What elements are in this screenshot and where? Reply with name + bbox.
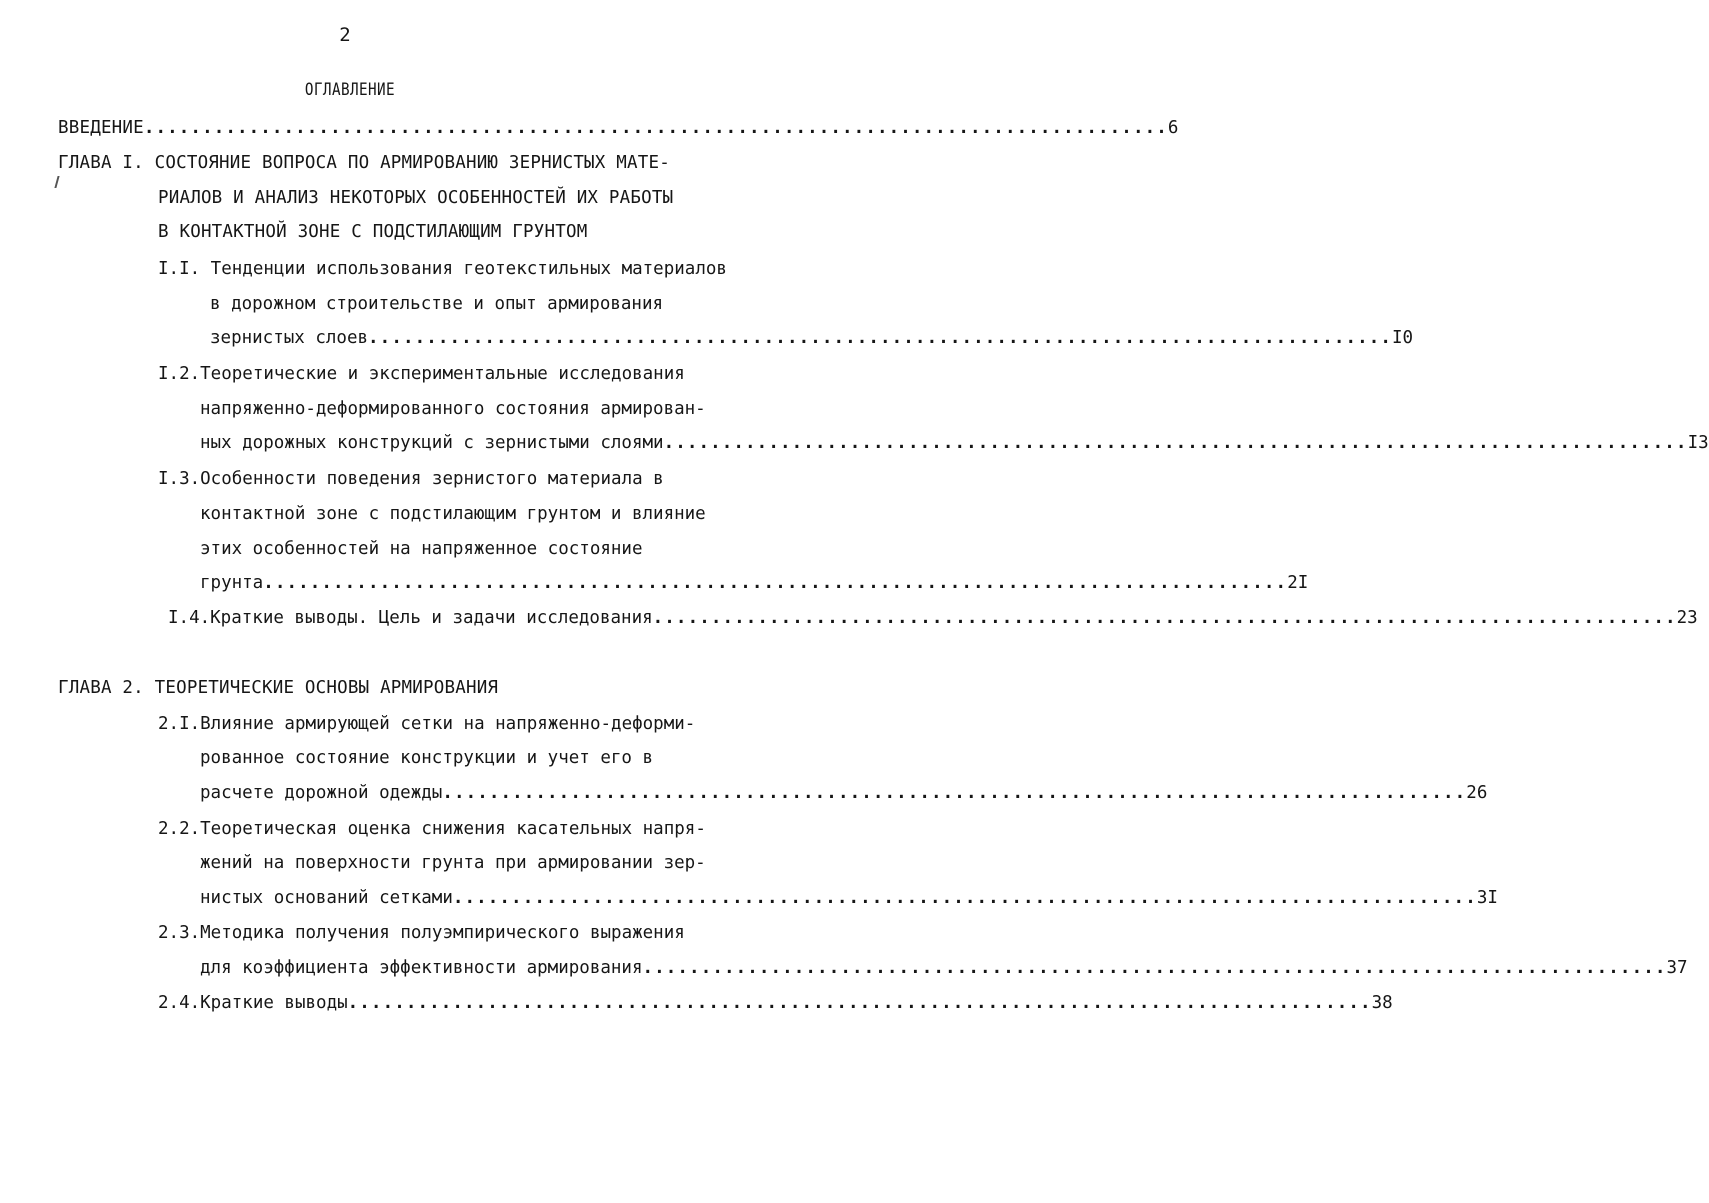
dot-leader: ........................................................................................ xyxy=(347,993,1372,1013)
toc-heading: ОГЛАВЛЕНИЕ xyxy=(304,80,396,100)
dot-leader: ........................................................................................ xyxy=(642,958,1667,978)
toc-section-1-2-line-1[interactable]: I.2.Теоретические и экспериментальные исследования xyxy=(158,364,685,384)
toc-entry-page: I3 xyxy=(1687,433,1709,453)
toc-section-2-2-line-2: жений на поверхности грунта при армировании зер- xyxy=(200,853,706,873)
toc-entry-page: 3I xyxy=(1476,888,1498,908)
toc-entry-text: ных дорожных конструкций с зернистыми слоями xyxy=(200,433,664,453)
dot-leader: ........................................................................................ xyxy=(368,328,1393,348)
toc-section-1-3-line-3: этих особенностей на напряженное состояние xyxy=(200,539,643,559)
toc-chapter-1-line-3: В КОНТАКТНОЙ ЗОНЕ С ПОДСТИЛАЮЩИМ ГРУНТОМ xyxy=(158,222,588,242)
dot-leader: ........................................................................................ xyxy=(263,573,1288,593)
toc-entry-text: грунта xyxy=(200,573,264,593)
toc-chapter-1-line-2: РИАЛОВ И АНАЛИЗ НЕКОТОРЫХ ОСОБЕННОСТЕЙ ИХ РАБОТЫ xyxy=(158,188,674,208)
dot-leader: ........................................................................................ xyxy=(663,433,1688,453)
toc-section-2-2-line-1[interactable]: 2.2.Теоретическая оценка снижения касательных напря- xyxy=(158,819,706,839)
toc-entry-page: 26 xyxy=(1466,783,1488,803)
toc-entry-text: нистых оснований сетками xyxy=(200,888,453,908)
toc-entry-text: ВВЕДЕНИЕ xyxy=(58,118,144,138)
toc-chapter-1-line-1[interactable]: ГЛАВА I. СОСТОЯНИЕ ВОПРОСА ПО АРМИРОВАНИЮ ЗЕРНИСТЫХ МАТЕ- xyxy=(58,153,670,173)
toc-entry-text: расчете дорожной одежды xyxy=(200,783,443,803)
toc-entry-page: 38 xyxy=(1371,993,1393,1013)
toc-entry-text: зернистых слоев xyxy=(210,328,369,348)
toc-entry-section-1-3[interactable] xyxy=(200,571,1309,595)
dot-leader: ........................................................................................ xyxy=(442,783,1467,803)
toc-entry-section-2-2[interactable] xyxy=(200,886,1498,910)
toc-chapter-2[interactable]: ГЛАВА 2. ТЕОРЕТИЧЕСКИЕ ОСНОВЫ АРМИРОВАНИЯ xyxy=(58,678,499,698)
toc-entry-text: I.4.Краткие выводы. Цель и задачи исследования xyxy=(168,608,653,628)
page-number: 2 xyxy=(339,24,351,46)
toc-section-1-3-line-1[interactable]: I.3.Особенности поведения зернистого материала в xyxy=(158,469,664,489)
toc-section-1-1-line-1[interactable]: I.I. Тенденции использования геотекстильных материалов xyxy=(158,259,727,279)
toc-entry-introduction[interactable] xyxy=(58,116,1179,140)
toc-entry-page: 2I xyxy=(1287,573,1309,593)
toc-entry-text: для коэффициента эффективности армирования xyxy=(200,958,643,978)
toc-section-2-1-line-1[interactable]: 2.I.Влияние армирующей сетки на напряженно-деформи- xyxy=(158,714,696,734)
toc-entry-section-2-1[interactable] xyxy=(200,781,1488,805)
toc-entry-section-2-3[interactable] xyxy=(200,956,1688,980)
dot-leader: ........................................................................................ xyxy=(452,888,1477,908)
toc-entry-page: 6 xyxy=(1167,118,1179,138)
toc-entry-section-1-2[interactable] xyxy=(200,431,1709,455)
toc-section-1-1-line-2: в дорожном строительстве и опыт армирования xyxy=(210,294,664,314)
toc-section-1-2-line-2: напряженно-деформированного состояния армирован- xyxy=(200,399,706,419)
toc-entry-section-2-4[interactable] xyxy=(158,991,1393,1015)
dot-leader: ........................................................................................ xyxy=(143,118,1168,138)
toc-section-2-1-line-2: рованное состояние конструкции и учет его в xyxy=(200,748,654,768)
toc-entry-page: 23 xyxy=(1676,608,1698,628)
toc-section-1-3-line-2: контактной зоне с подстилающим грунтом и влияние xyxy=(200,504,706,524)
margin-mark xyxy=(54,176,59,188)
toc-entry-page: I0 xyxy=(1392,328,1414,348)
toc-entry-section-1-4[interactable] xyxy=(168,606,1698,630)
toc-entry-text: 2.4.Краткие выводы xyxy=(158,993,348,1013)
toc-entry-page: 37 xyxy=(1666,958,1688,978)
toc-entry-section-1-1[interactable] xyxy=(210,326,1414,350)
dot-leader: ........................................................................................ xyxy=(652,608,1677,628)
toc-section-2-3-line-1[interactable]: 2.3.Методика получения полуэмпирического выражения xyxy=(158,923,685,943)
